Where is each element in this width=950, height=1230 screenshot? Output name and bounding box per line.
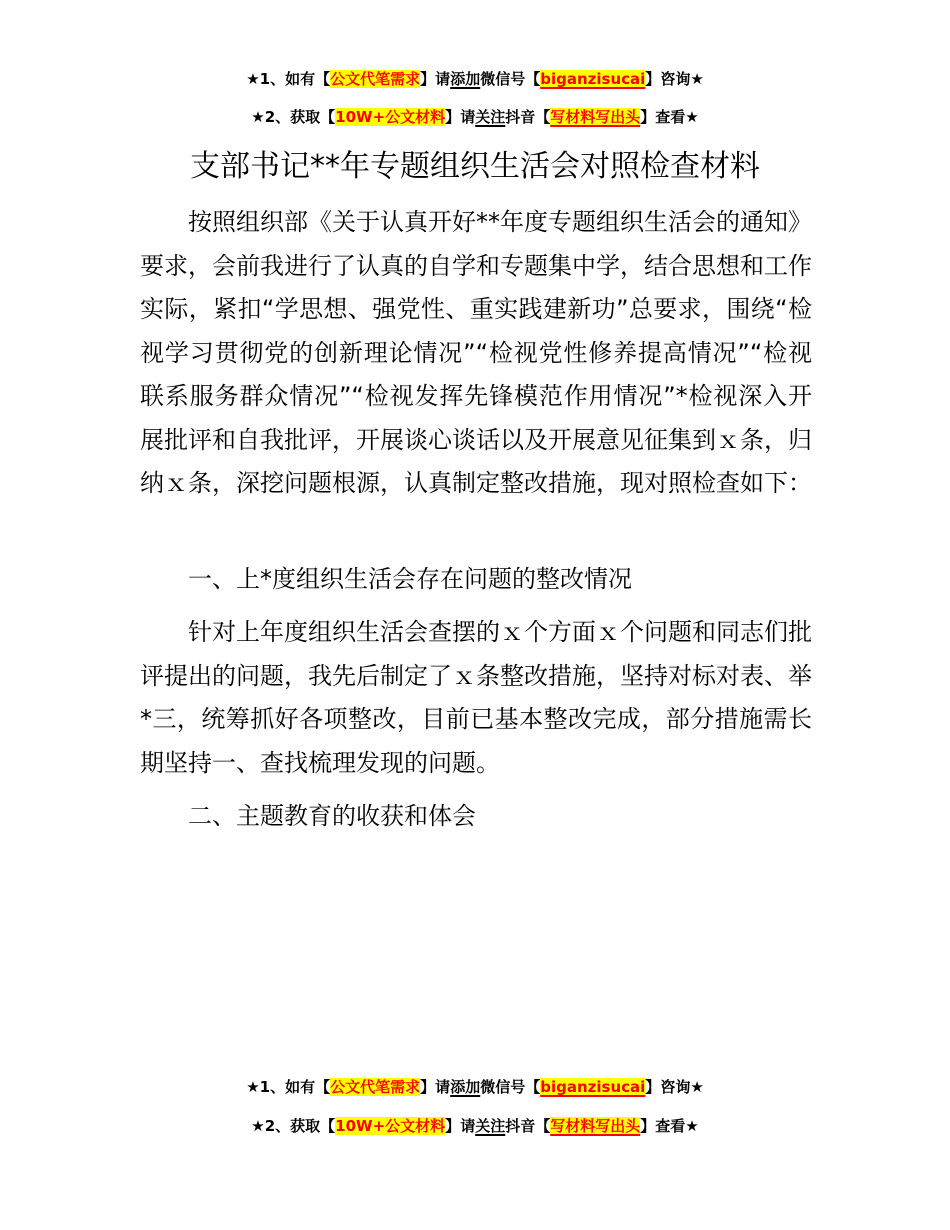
promo-footer-line-2 [0,1116,950,1136]
promo-header-line-2 [0,107,950,127]
paragraph-rectification: 针对上年度组织生活会查摆的ｘ个方面ｘ个问题和同志们批评提出的问题，我先后制定了ｘ条整改措施，坚持对标对表、举*三，统筹抓好各项整改，目前已基本整改完成，部分措施需长期坚持一、查找梳理发现的问题。 [140,618,812,777]
promo-highlight: 公文代笔需求 [330,1078,421,1096]
promo-suffix: 咨询★ [660,1078,704,1096]
promo-bracket: 】 [420,70,436,88]
section-heading-1: 一、上*度组织生活会存在问题的整改情况 [188,565,632,593]
promo-bracket: 】 [640,108,656,126]
promo-wechat-id: biganzisucai [540,1078,646,1096]
promo-bracket: 【 [535,1117,551,1135]
promo-bracket: 【 [320,1117,336,1135]
promo-bracket: 】 [445,1117,461,1135]
promo-suffix: 查看★ [655,1117,699,1135]
promo-prefix: ★1、如有 [246,1078,316,1096]
promo-prefix: ★1、如有 [246,70,316,88]
promo-highlight: 10W+公文材料 [335,108,446,126]
promo-highlight: 公文代笔需求 [330,70,421,88]
promo-prefix: ★2、获取 [251,108,321,126]
promo-suffix: 查看★ [655,108,699,126]
promo-text: 抖音 [505,108,536,126]
promo-text: 抖音 [505,1117,536,1135]
promo-underlined-text: 关注 [475,108,506,126]
promo-bracket: 【 [315,1078,331,1096]
promo-bracket: 【 [535,108,551,126]
promo-text: 请 [460,108,476,126]
promo-douyin-id: 写材料写出头 [550,108,641,126]
promo-suffix: 咨询★ [660,70,704,88]
promo-bracket: 【 [525,1078,541,1096]
promo-underlined-text: 添加 [450,70,481,88]
promo-wechat-id: biganzisucai [540,70,646,88]
promo-bracket: 【 [320,108,336,126]
promo-bracket: 】 [640,1117,656,1135]
promo-text: 请 [435,1078,451,1096]
promo-underlined-text: 添加 [450,1078,481,1096]
promo-douyin-id: 写材料写出头 [550,1117,641,1135]
promo-bracket: 【 [315,70,331,88]
promo-text: 微信号 [480,70,526,88]
document-title: 支部书记**年专题组织生活会对照检查材料 [190,149,760,184]
promo-text: 微信号 [480,1078,526,1096]
promo-bracket: 】 [645,70,661,88]
section-heading-2: 二、主题教育的收获和体会 [188,802,476,830]
promo-text: 请 [460,1117,476,1135]
promo-highlight: 10W+公文材料 [335,1117,446,1135]
promo-text: 请 [435,70,451,88]
promo-bracket: 】 [645,1078,661,1096]
promo-bracket: 【 [525,70,541,88]
promo-header-line-1 [0,69,950,89]
promo-prefix: ★2、获取 [251,1117,321,1135]
promo-footer-line-1 [0,1077,950,1097]
promo-bracket: 】 [420,1078,436,1096]
paragraph-intro: 按照组织部《关于认真开好**年度专题组织生活会的通知》要求，会前我进行了认真的自学和专题集中学，结合思想和工作实际，紧扣“学思想、强党性、重实践建新功”总要求，围绕“检视学习贯彻党的创新理论情况”“检视党性修养提高情况”“检视联系服务群众情况”“检视发挥先锋模范作用情况”*检视深入开展批评和自我批评，开展谈心谈话以及开展意见征集到ｘ条，归纳ｘ条，深挖问题根源，认真制定整改措施，现对照检查如下： [140,208,812,497]
promo-bracket: 】 [445,108,461,126]
promo-underlined-text: 关注 [475,1117,506,1135]
